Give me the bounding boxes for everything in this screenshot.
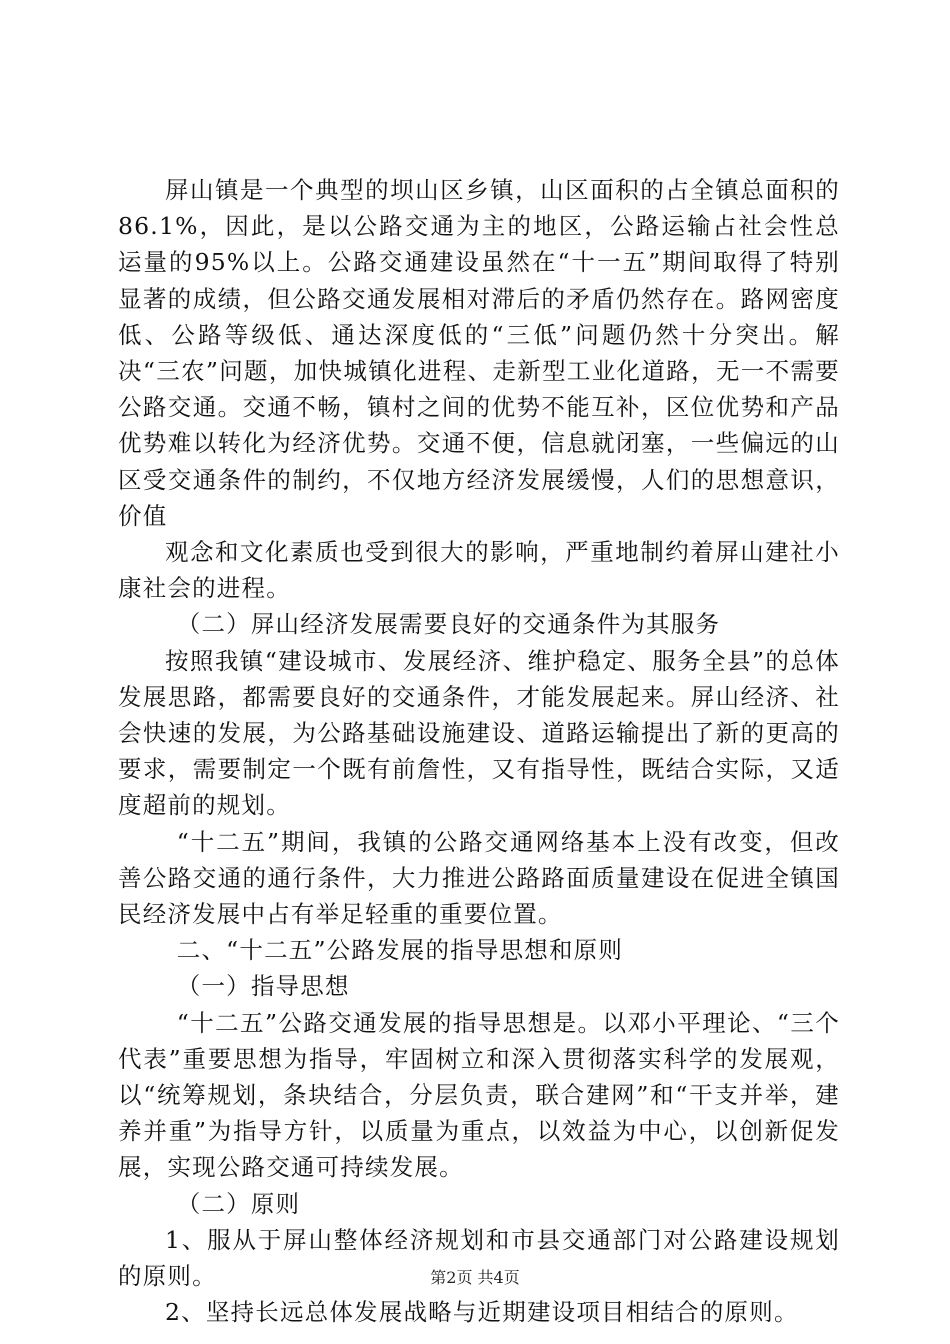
paragraph-twelfth-plan: “十二五”期间，我镇的公路交通网络基本上没有改变，但改善公路交通的通行条件，大力推进公路路面质量建设在促进全镇国民经济发展中占有举足轻重的重要位置。 (118, 827, 840, 929)
principle-item-1: 1、服从于屏山整体经济规划和市县交通部门对公路建设规划的原则。 (118, 1225, 840, 1291)
document-body (118, 172, 840, 1331)
paragraph-continuation: 观念和文化素质也受到很大的影响，严重地制约着屏山建社小康社会的进程。 (118, 538, 840, 603)
section-heading-economy: （二）屏山经济发展需要良好的交通条件为其服务 (176, 610, 721, 639)
principle-item-2: 2、坚持长远总体发展战略与近期建设项目相结合的原则。 (165, 1298, 799, 1327)
subsection-heading-principles: （二）原则 (176, 1189, 301, 1218)
paragraph-guiding-thought: “十二五”公路交通发展的指导思想是。以邓小平理论、“三个代表”重要思想为指导，牢固树立和深入贯彻落实科学的发展观，以“统筹规划，条块结合，分层负责，联合建网”和“干支并举，建养并重”为指导方针，以质量为重点，以效益为中心，以创新促发展，实现公路交通可持续发展。 (118, 1008, 840, 1182)
page-footer: 第2页 共4页 (430, 1268, 520, 1287)
paragraph-economy: 按照我镇“建设城市、发展经济、维护稳定、服务全县”的总体发展思路，都需要良好的交通条件，才能发展起来。屏山经济、社会快速的发展，为公路基础设施建设、道路运输提出了新的更高的要求，需要制定一个既有前詹性，又有指导性，既结合实际，又适度超前的规划。 (118, 646, 840, 820)
paragraph-intro: 屏山镇是一个典型的坝山区乡镇，山区面积的占全镇总面积的86.1%，因此，是以公路交通为主的地区，公路运输占社会性总运量的95%以上。公路交通建设虽然在“十一五”期间取得了特别显著的成绩，但公路交通发展相对滞后的矛盾仍然存在。路网密度低、公路等级低、通达深度低的“三低”问题仍然十分突出。解决“三农”问题，加快城镇化进程、走新型工业化道路，无一不需要公路交通。交通不畅，镇村之间的优势不能互补，区位优势和产品优势难以转化为经济优势。交通不便，信息就闭塞，一些偏远的山区受交通条件的制约，不仅地方经济发展缓慢，人们的思想意识，价值 (118, 176, 840, 530)
section-heading-guiding-principles: 二、“十二五”公路发展的指导思想和原则 (176, 936, 624, 965)
subsection-heading-guiding-thought: （一）指导思想 (176, 972, 350, 1001)
